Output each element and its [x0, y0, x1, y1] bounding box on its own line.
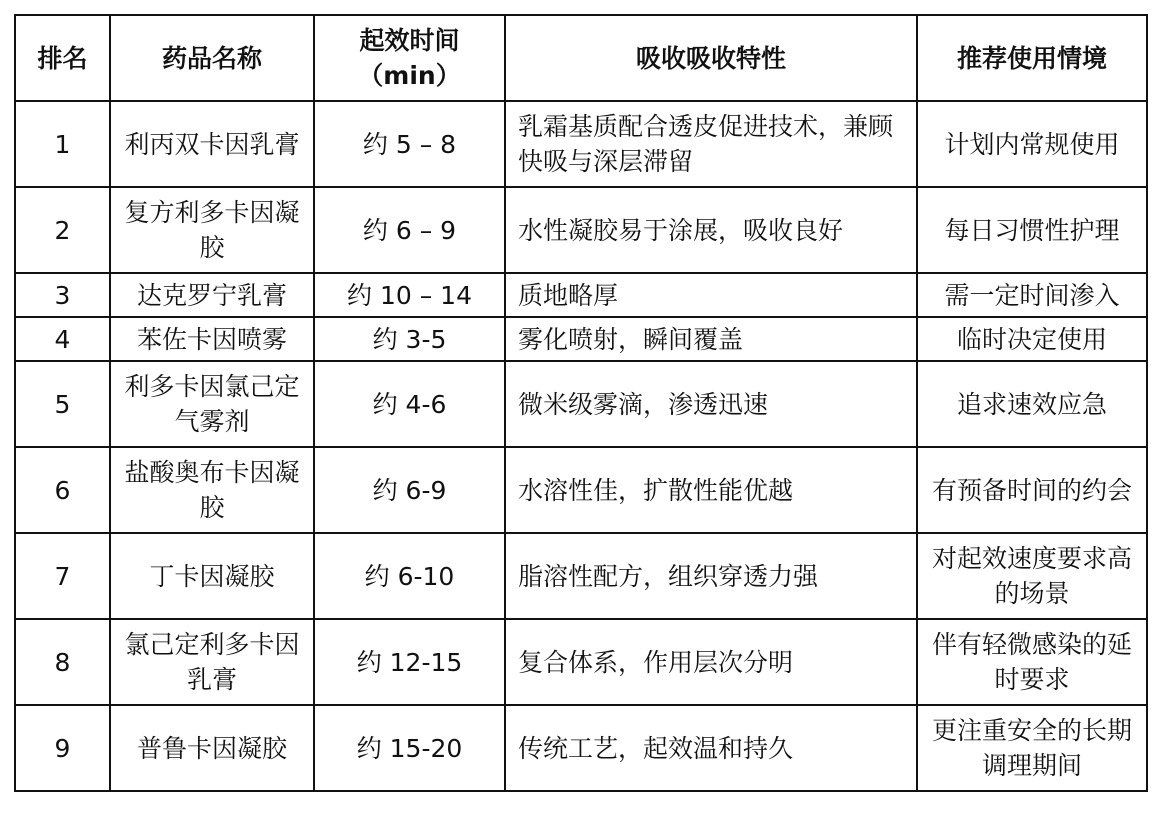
header-onset-unit: （min）	[358, 61, 461, 90]
cell-drug-name: 利多卡因氯己定气雾剂	[110, 361, 314, 447]
header-absorption: 吸收吸收特性	[505, 15, 917, 101]
table-row	[15, 619, 1147, 705]
cell-onset-time: 约 15-20	[314, 705, 505, 791]
cell-rank: 6	[15, 447, 110, 533]
cell-scenario: 有预备时间的约会	[917, 447, 1147, 533]
cell-drug-name: 普鲁卡因凝胶	[110, 705, 314, 791]
header-onset-time	[314, 15, 505, 101]
cell-drug-name: 盐酸奥布卡因凝胶	[110, 447, 314, 533]
table-row	[15, 447, 1147, 533]
cell-absorption: 雾化喷射，瞬间覆盖	[505, 317, 917, 361]
cell-rank: 5	[15, 361, 110, 447]
cell-absorption: 水性凝胶易于涂展，吸收良好	[505, 187, 917, 273]
cell-onset-time: 约 6 – 9	[314, 187, 505, 273]
header-onset-label: 起效时间	[359, 26, 460, 55]
cell-scenario: 临时决定使用	[917, 317, 1147, 361]
table-row	[15, 361, 1147, 447]
header-scenario: 推荐使用情境	[917, 15, 1147, 101]
cell-scenario: 计划内常规使用	[917, 101, 1147, 187]
table-row	[15, 317, 1147, 361]
cell-scenario: 每日习惯性护理	[917, 187, 1147, 273]
cell-absorption: 复合体系，作用层次分明	[505, 619, 917, 705]
cell-drug-name: 复方利多卡因凝胶	[110, 187, 314, 273]
cell-onset-time: 约 6-10	[314, 533, 505, 619]
cell-onset-time: 约 6-9	[314, 447, 505, 533]
cell-rank: 2	[15, 187, 110, 273]
cell-onset-time: 约 4-6	[314, 361, 505, 447]
header-rank: 排名	[15, 15, 110, 101]
cell-absorption: 微米级雾滴，渗透迅速	[505, 361, 917, 447]
cell-absorption: 传统工艺，起效温和持久	[505, 705, 917, 791]
drug-comparison-table	[14, 14, 1148, 792]
header-drug-name: 药品名称	[110, 15, 314, 101]
cell-drug-name: 丁卡因凝胶	[110, 533, 314, 619]
cell-onset-time: 约 3-5	[314, 317, 505, 361]
table-row	[15, 705, 1147, 791]
cell-absorption: 水溶性佳，扩散性能优越	[505, 447, 917, 533]
cell-rank: 3	[15, 273, 110, 317]
cell-scenario: 需一定时间渗入	[917, 273, 1147, 317]
cell-scenario: 伴有轻微感染的延时要求	[917, 619, 1147, 705]
cell-drug-name: 氯己定利多卡因乳膏	[110, 619, 314, 705]
cell-onset-time: 约 5 – 8	[314, 101, 505, 187]
cell-onset-time: 约 12-15	[314, 619, 505, 705]
table-row	[15, 533, 1147, 619]
cell-rank: 1	[15, 101, 110, 187]
cell-absorption: 质地略厚	[505, 273, 917, 317]
cell-drug-name: 达克罗宁乳膏	[110, 273, 314, 317]
cell-scenario: 追求速效应急	[917, 361, 1147, 447]
cell-scenario: 对起效速度要求高的场景	[917, 533, 1147, 619]
table-row	[15, 187, 1147, 273]
table-row	[15, 101, 1147, 187]
cell-scenario: 更注重安全的长期调理期间	[917, 705, 1147, 791]
cell-absorption: 乳霜基质配合透皮促进技术，兼顾快吸与深层滞留	[505, 101, 917, 187]
table-row	[15, 273, 1147, 317]
table-header-row	[15, 15, 1147, 101]
cell-rank: 7	[15, 533, 110, 619]
cell-rank: 8	[15, 619, 110, 705]
cell-drug-name: 苯佐卡因喷雾	[110, 317, 314, 361]
cell-rank: 4	[15, 317, 110, 361]
cell-absorption: 脂溶性配方，组织穿透力强	[505, 533, 917, 619]
cell-drug-name: 利丙双卡因乳膏	[110, 101, 314, 187]
cell-rank: 9	[15, 705, 110, 791]
cell-onset-time: 约 10 – 14	[314, 273, 505, 317]
